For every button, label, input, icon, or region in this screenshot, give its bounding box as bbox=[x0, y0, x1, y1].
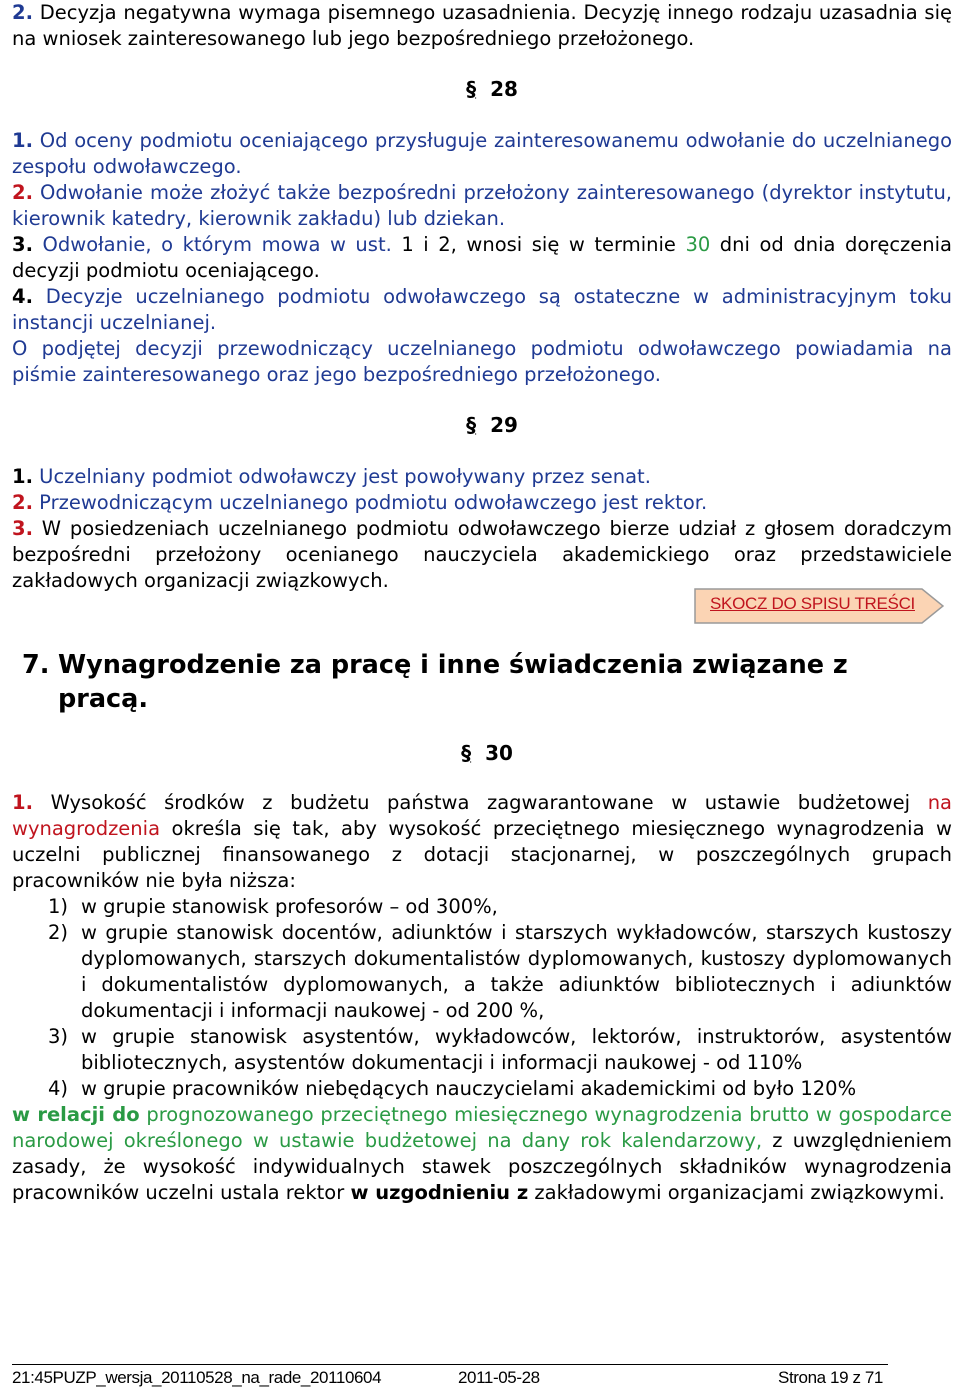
paragraph-text: Decyzja negatywna wymaga pisemnego uzasadnienia. Decyzję innego rodzaju uzasadnia się na wniosek zainteresowanego lub jego bezpośredniego przełożonego. bbox=[12, 1, 952, 50]
section-29-body bbox=[12, 464, 952, 594]
list-item bbox=[12, 1076, 952, 1102]
chapter-number: 7. bbox=[22, 650, 50, 680]
item-text: dni od dnia doręczenia decyzji podmiotu oceniającego. bbox=[12, 233, 953, 282]
section-28-heading bbox=[422, 76, 562, 102]
section-29-item-1 bbox=[12, 464, 952, 490]
list-marker: 3) bbox=[48, 1025, 69, 1048]
item-text: z uwzględnieniem zasady, że wysokość indywidualnych stawek poszczególnych składników wynagrodzenia pracowników uczelni ustala rektor bbox=[12, 1129, 953, 1204]
item-number: 3. bbox=[12, 233, 33, 256]
footer-page-number: Strona 19 z 71 bbox=[778, 1368, 883, 1387]
section-30-body bbox=[12, 790, 952, 1206]
section-28-item-3 bbox=[12, 232, 952, 284]
item-text-bold: w relacji do bbox=[12, 1103, 140, 1126]
list-marker: 1) bbox=[48, 895, 69, 918]
item-text: Od oceny podmiotu oceniającego przysługuje zainteresowanemu odwołanie do uczelnianego zespołu odwoławczego. bbox=[12, 129, 952, 178]
list-item bbox=[12, 894, 952, 920]
section-28-body bbox=[12, 128, 952, 388]
section-29-item-2 bbox=[12, 490, 952, 516]
item-number: 2. bbox=[12, 1, 33, 24]
item-number: 3. bbox=[12, 517, 33, 540]
list-item bbox=[12, 1024, 952, 1076]
footer-filename: 21:45PUZP_wersja_20110528_na_rade_20110604 bbox=[12, 1368, 382, 1387]
list-text: w grupie stanowisk asystentów, wykładowców, lektorów, instruktorów, asystentów bibliotecznych, asystentów dokumentacji i informacji naukowej - od 110% bbox=[81, 1025, 952, 1074]
item-text: określa się tak, aby wysokość przeciętnego miesięcznego wynagrodzenia w uczelni publicznej finansowanego z dotacji stacjonarnej, w poszczególnych grupach pracowników nie była niższa: bbox=[12, 817, 952, 892]
item-text: 1 i 2, wnosi się w terminie bbox=[391, 233, 686, 256]
section-28-item-1 bbox=[12, 128, 952, 180]
item-text-bold: w uzgodnieniu z bbox=[350, 1181, 529, 1204]
item-text: Odwołanie może złożyć także bezpośredni przełożony zainteresowanego (dyrektor instytutu, kierownik katedry, kierownik zakładu) lub dziekan. bbox=[12, 181, 952, 230]
section-28-item-5: O podjętej decyzji przewodniczący uczelnianego podmiotu odwoławczego powiadamia na piśmie zainteresowanego oraz jego bezpośredniego przełożonego. bbox=[12, 337, 952, 386]
section-30-heading bbox=[417, 740, 557, 766]
chapter-heading bbox=[22, 648, 922, 716]
item-number: 1. bbox=[12, 791, 33, 814]
item-text-highlight: na wynagrodzenia bbox=[12, 791, 952, 840]
list-marker: 2) bbox=[48, 921, 69, 944]
section-number: 28 bbox=[490, 77, 518, 101]
item-text: Decyzje uczelnianego podmiotu odwoławczego są ostateczne w administracyjnym toku instancji uczelnianej. bbox=[12, 285, 952, 334]
item-number: 2. bbox=[12, 491, 33, 514]
salary-groups-list bbox=[12, 894, 952, 1102]
footer-divider bbox=[12, 1364, 888, 1365]
section-sign: § bbox=[466, 77, 477, 101]
item-number: 1. bbox=[12, 465, 33, 488]
section-number: 30 bbox=[485, 741, 513, 765]
list-item bbox=[12, 920, 952, 1024]
section-number: 29 bbox=[490, 413, 518, 437]
section-30-item-1 bbox=[12, 790, 952, 894]
item-number: 2. bbox=[12, 181, 33, 204]
list-text: w grupie stanowisk profesorów – od 300%, bbox=[81, 895, 498, 918]
item-text: Wysokość środków z budżetu państwa zagwarantowane w ustawie budżetowej bbox=[32, 791, 928, 814]
item-number: 1. bbox=[12, 129, 33, 152]
section-sign: § bbox=[466, 413, 477, 437]
section-29-item-3 bbox=[12, 516, 952, 594]
skip-to-toc-link[interactable] bbox=[694, 588, 944, 624]
item-text: Odwołanie, o którym mowa w ust. bbox=[32, 233, 392, 256]
item-text: Uczelniany podmiot odwoławczy jest powoływany przez senat. bbox=[32, 465, 651, 488]
section-sign: § bbox=[461, 741, 472, 765]
footer-date: 2011-05-28 bbox=[458, 1368, 540, 1387]
section-28-item-4 bbox=[12, 284, 952, 336]
list-marker: 4) bbox=[48, 1077, 69, 1100]
section-28-item-2 bbox=[12, 180, 952, 232]
item-text: W posiedzeniach uczelnianego podmiotu odwoławczego bierze udział z głosem doradczym bezpośredni przełożony ocenianego nauczyciela akademickiego oraz przedstawiciele zakładowych organizacji związkowych. bbox=[12, 517, 952, 592]
list-text: w grupie pracowników niebędących nauczycielami akademickimi od było 120% bbox=[81, 1077, 857, 1100]
deadline-days: 30 bbox=[685, 233, 711, 256]
section-29-heading bbox=[422, 412, 562, 438]
item-number: 4. bbox=[12, 285, 33, 308]
skip-to-toc-label[interactable]: SKOCZ DO SPISU TREŚCI bbox=[710, 594, 915, 613]
section-30-tail bbox=[12, 1102, 952, 1206]
paragraph-27-2 bbox=[12, 0, 952, 52]
item-text: zakładowymi organizacjami związkowymi. bbox=[528, 1181, 945, 1204]
item-text-green: prognozowanego przeciętnego miesięcznego wynagrodzenia brutto w gospodarce narodowej określonego w ustawie budżetowej na dany rok kalendarzowy, bbox=[12, 1103, 952, 1152]
list-text: w grupie stanowisk docentów, adiunktów i starszych wykładowców, starszych kustoszy dyplomowanych, starszych dokumentalistów dyplomowanych, kustoszy dyplomowanych i dokumentalistów dyplomowanych, a także adiunktów bibliotecznych i adiunktów dokumentacji i informacji naukowej - od 200 %, bbox=[81, 921, 952, 1022]
chapter-title: Wynagrodzenie za pracę i inne świadczenia związane z pracą. bbox=[58, 650, 848, 714]
item-text: Przewodniczącym uczelnianego podmiotu odwoławczego jest rektor. bbox=[32, 491, 708, 514]
